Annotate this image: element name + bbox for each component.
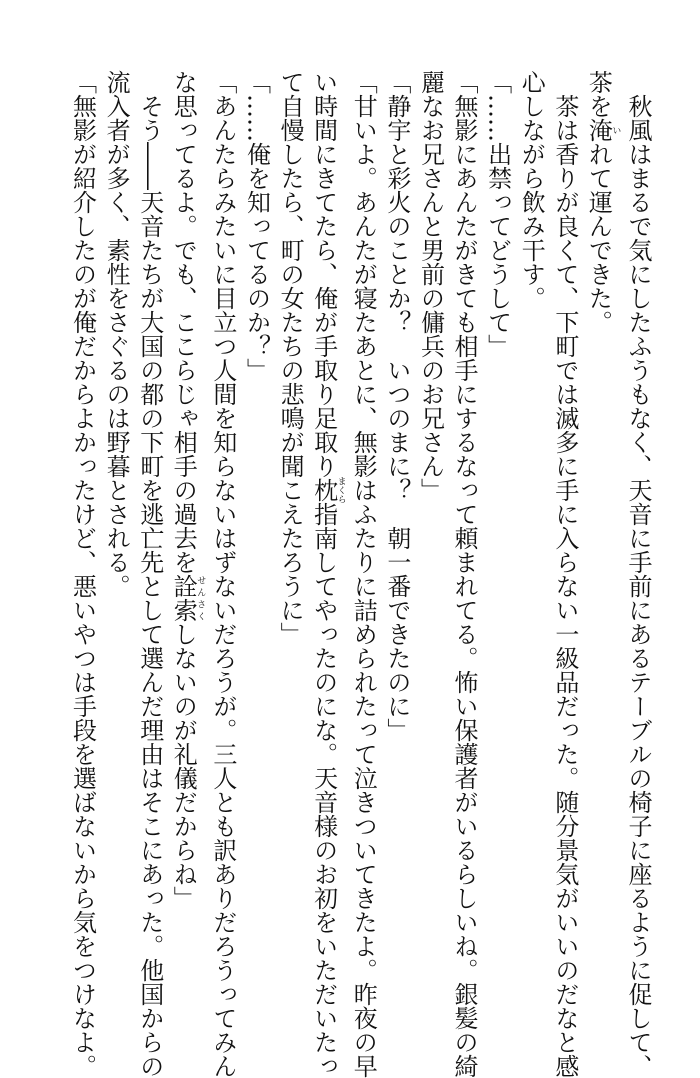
text-line: 茶は香りが良くて、下町では滅多に手に入らない一級品だった。随分景気がいいのだなと感 — [550, 70, 579, 1078]
ruby-reading: い — [610, 118, 621, 142]
text-line: 心しながら飲み干す。 — [517, 70, 546, 310]
text-line: て自慢したら、町の女たちの悲鳴が聞こえたろうに」 — [276, 70, 305, 646]
text-line: 「甘いよ。あんたが寝たあとに、無影はふたりに詰められたって泣きついてきたよ。昨夜の早 — [349, 70, 378, 1078]
vertical-text-body — [65, 70, 654, 1078]
text-line: な思ってるよ。でも、ここらじゃ相手の過去を詮索せんさくしないのが礼儀だからね」 — [169, 70, 206, 910]
text-line: 麗なお兄さんと男前の傭兵のお兄さん」 — [416, 70, 445, 502]
ruby-annotation: 詮索せんさく — [169, 574, 206, 622]
ruby-annotation: 枕まくら — [309, 476, 346, 504]
text-line: 「静宇と彩火のことか？ いつのまに？ 朝一番できたのに」 — [382, 70, 411, 742]
ruby-annotation: 淹い — [584, 118, 621, 142]
text-line: 流入者が多く、素性をさぐるのは野暮とされる。 — [102, 70, 131, 598]
text-line: そう――天音たちが大国の都の下町を逃亡先として選んだ理由はそこにあった。他国からの — [135, 70, 164, 1078]
text-line: 「あんたらみたいに目立つ人間を知らないはずないだろうが。三人とも訳ありだろうってみん — [208, 70, 237, 1078]
ruby-reading: せんさく — [195, 574, 206, 622]
text-line: 「……俺を知ってるのか？」 — [242, 70, 271, 382]
ruby-reading: まくら — [335, 476, 346, 504]
text-line: 「……出禁ってどうして」 — [483, 70, 512, 358]
text-line: い時間にきてたら、俺が手取り足取り枕まくら指南してやったのにな。天音様のお初をいただいたっ — [309, 70, 346, 1078]
text-line: 茶を淹いれて運んできた。 — [584, 70, 621, 334]
text-line: 秋風はまるで気にしたふうもなく、天音に手前にあるテーブルの椅子に座るように促して、 — [624, 70, 652, 1078]
text-line: 「無影が紹介したのが俺だからよかったけど、悪いやつは手段を選ばないから気をつけなよ。 — [68, 70, 97, 1078]
text-line: 「無影にあんたがきても相手にするなって頼まれてる。怖い保護者がいるらしいね。銀髪の綺 — [450, 70, 479, 1078]
